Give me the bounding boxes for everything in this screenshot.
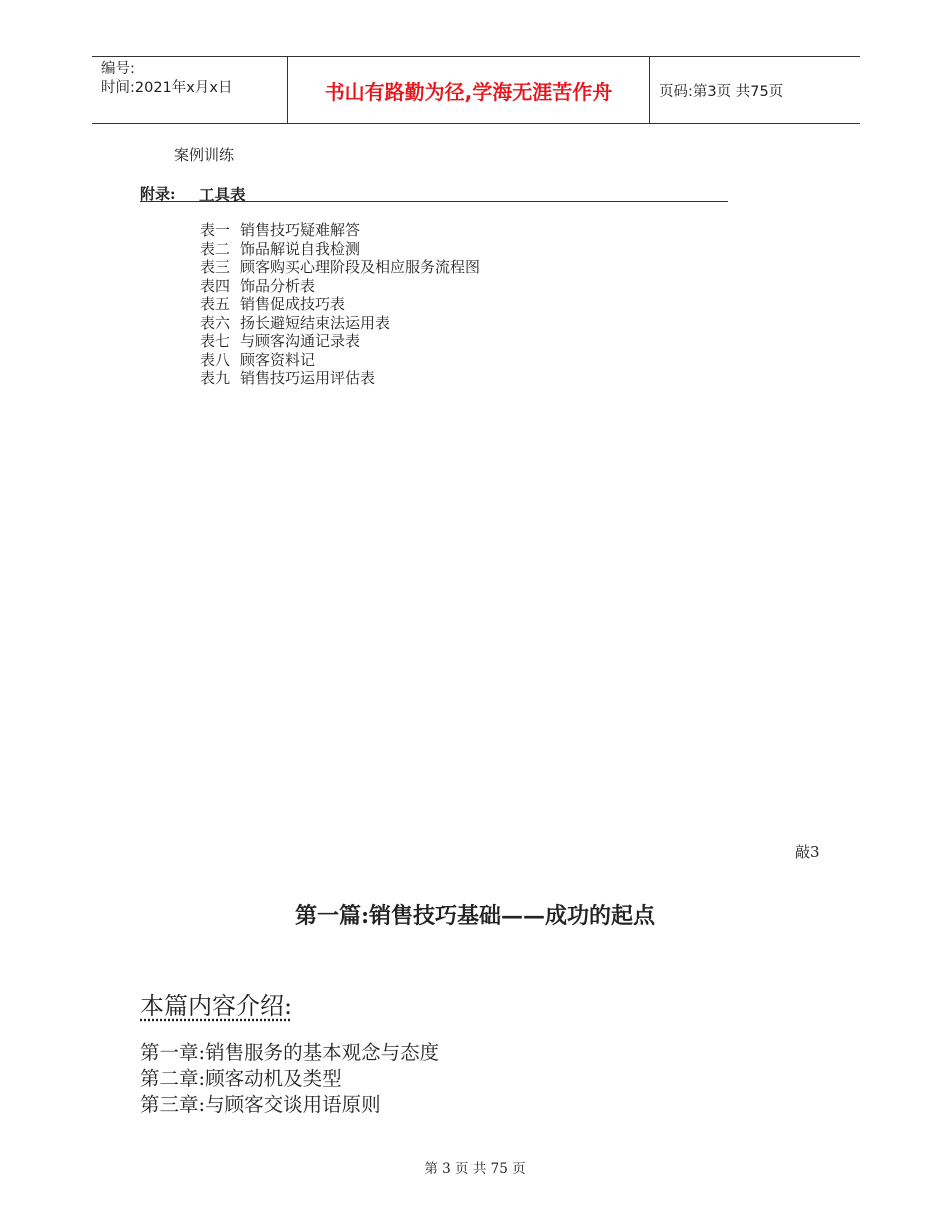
document-header: [92, 56, 860, 124]
list-item: [200, 240, 480, 259]
table-number: 表五: [200, 295, 231, 313]
appendix-label: 附录:: [140, 185, 176, 203]
table-number: 表七: [200, 332, 231, 350]
table-name: 与顾客沟通记录表: [240, 332, 361, 350]
appendix-title: 工具表: [199, 185, 246, 204]
serial-label: 编号:: [101, 61, 135, 77]
time-label: 时间:2021年x月x日: [101, 80, 233, 96]
part-title: 第一篇:销售技巧基础——成功的起点: [294, 903, 656, 929]
list-item: [200, 369, 480, 388]
list-item: [200, 332, 480, 351]
appendix-heading: [140, 183, 728, 202]
table-number: 表二: [200, 239, 231, 258]
list-item: [200, 277, 480, 296]
intro-heading: 本篇内容介绍:: [140, 992, 293, 1020]
header-page-info: 页码:第3页 共75页: [659, 83, 784, 100]
list-item: 第一章:销售服务的基本观念与态度: [140, 1041, 440, 1064]
table-name: 销售技巧疑难解答: [240, 221, 361, 239]
table-number: 表四: [200, 276, 231, 295]
table-name: 销售技巧运用评估表: [240, 369, 376, 387]
header-motto: 书山有路勤为径,学海无涯苦作舟: [287, 57, 650, 123]
list-item: [200, 221, 480, 240]
list-item: [200, 314, 480, 333]
table-name: 顾客购买心理阶段及相应服务流程图: [240, 258, 481, 276]
page-footer: 第 3 页 共 75 页: [424, 1161, 526, 1177]
case-training-item: 案例训练: [174, 146, 235, 164]
table-number: 表六: [200, 313, 231, 332]
table-number: 表八: [200, 350, 231, 369]
list-item: [200, 351, 480, 370]
list-item: 第二章:顾客动机及类型: [140, 1067, 342, 1090]
list-item: [200, 258, 480, 277]
table-number: 表九: [200, 369, 231, 387]
list-item: 第三章:与顾客交谈用语原则: [140, 1093, 381, 1116]
table-name: 销售促成技巧表: [240, 295, 346, 313]
table-name: 顾客资料记: [240, 350, 316, 369]
table-name: 扬长避短结束法运用表: [240, 313, 391, 332]
chapter-list: [140, 1040, 439, 1118]
table-number: 表三: [200, 258, 231, 276]
tool-table-list: [200, 221, 480, 388]
table-number: 表一: [200, 221, 231, 239]
page-marker: 敲3: [795, 843, 820, 861]
list-item: [200, 295, 480, 314]
header-meta-cell: [92, 57, 287, 123]
table-name: 饰品分析表: [240, 276, 316, 295]
table-name: 饰品解说自我检测: [240, 239, 361, 258]
